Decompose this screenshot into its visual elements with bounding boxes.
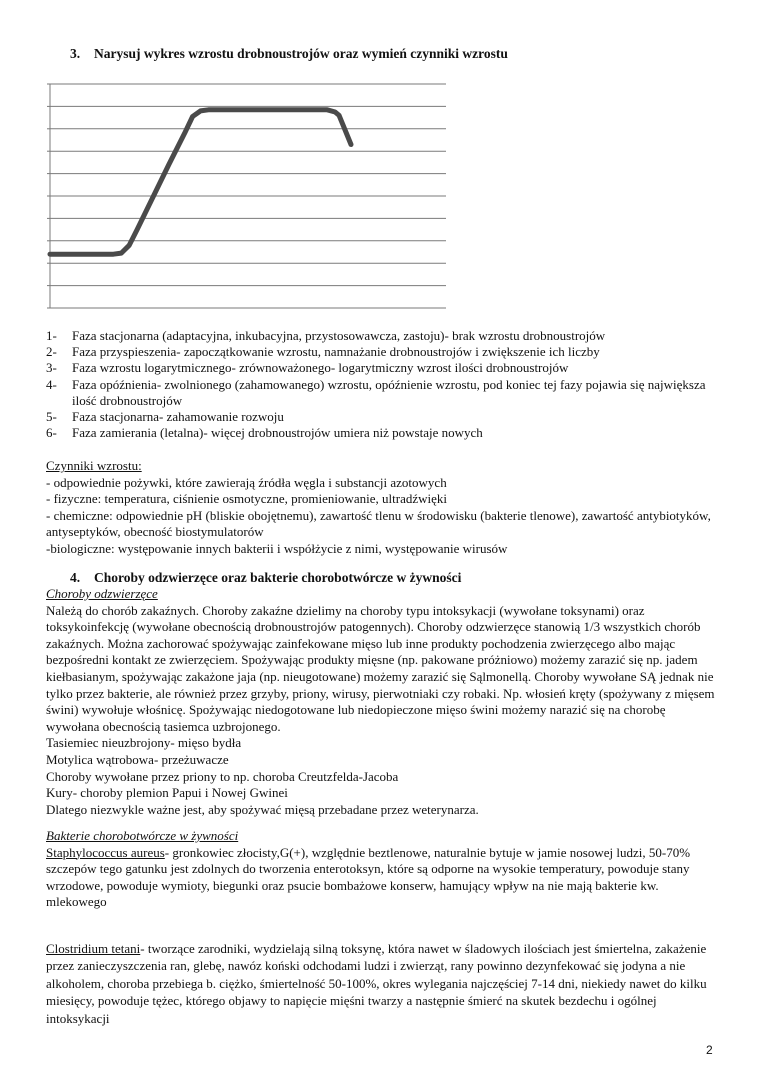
staph-text: - gronkowiec złocisty,G(+), względnie beztlenowe, naturalnie bytuje w jamie nosowej ludzi, 50-70% szczepów tego gatunku jest zdolnych do tworzenia enterotoksyn, które są odporne na wysokie temperatury, powoduje stany wrzodowe, powoduje wymioty, biegunki oraz psucie bombażowe konserw, hamujący wpływ na nie mają bakterie kw. mlekowego <box>46 844 691 910</box>
phase-number: 1- <box>46 328 57 343</box>
section-3-title: Narysuj wykres wzrostu drobnoustrojów oraz wymień czynniki wzrostu <box>94 46 508 61</box>
phase-item <box>46 377 726 409</box>
phase-number: 6- <box>46 425 57 441</box>
phase-item <box>46 425 726 441</box>
phase-list <box>46 328 726 441</box>
factors-list <box>46 475 718 558</box>
phase-text: Faza wzrostu logarytmicznego- zrównoważonego- logarytmiczny wzrost ilości drobnoustrojów <box>72 360 569 376</box>
phase-text: Faza stacjonarna- zahamowanie rozwoju <box>72 409 284 425</box>
bacteria-section <box>46 828 718 911</box>
zoonoses-subheading: Choroby odzwierzęce <box>46 586 158 601</box>
phase-item <box>46 328 726 344</box>
clostridium-section <box>46 940 718 1027</box>
factor-item: - odpowiednie pożywki, które zawierają źródła węgla i substancji azotowych <box>46 474 447 490</box>
phase-item <box>46 344 726 360</box>
factor-item: - chemiczne: odpowiednie pH (bliskie obojętnemu), zawartość tlenu w środowisku (bakterie tlenowe), zawartość antybiotyków, antyseptyków, obecność biostymulatorów <box>46 507 711 540</box>
phase-text: Faza opóźnienia- zwolnionego (zahamowanego) wzrostu, opóźnienie wzrostu, pod koniec tej fazy pojawia się największa ilość drobnoustrojów <box>72 376 706 408</box>
section-3-heading <box>70 46 508 62</box>
phase-number: 5- <box>46 409 57 425</box>
section-4-title: Choroby odzwierzęce oraz bakterie chorobotwórcze w żywności <box>94 570 462 585</box>
phase-text: Faza zamierania (letalna)- więcej drobnoustrojów umiera niż powstaje nowych <box>72 425 483 441</box>
section-4-number: 4. <box>70 570 81 585</box>
phase-number: 3- <box>46 360 57 376</box>
factor-item: -biologiczne: występowanie innych bakterii i współżycie z nimi, występowanie wirusów <box>46 540 508 556</box>
growth-chart <box>44 80 450 312</box>
phase-item <box>46 360 726 376</box>
zoonoses-paragraph: Należą do chorób zakaźnych. Choroby zakaźne dzielimy na choroby typu intoksykacji (wywołane toksynami) oraz toksykoinfekcję (wywołane obecnością drobnoustrojów patogennych). Choroby odzwierzęce stanowią 1/3 wszystkich chorób zakaźnych. Można zachorować spożywając zainfekowane mięso lub inne produkty pochodzenia zwierzęcego albo mając bezpośredni kontakt ze zwierzęciem. Spożywając produkty mięsne (np. pakowane próżniowo) możemy zarazić się np. jadem kiełbasianym, spożywając zakażone jaja (np. nieugotowane) możemy zarazić się Sąlmonellą. Choroby wywołane SĄ jednak nie tylko przez bakterie, ale również przez grzyby, priony, wirusy, pierwotniaki czy robaki. Np. włosień kręty (spożywany z mięsem świni) wywołuje włośnicę. Spożywając niedogotowane lub niedopieczone mięso świni możemy narazić się na chorobę wywołana obecnością tasiemca uzbrojonego. <box>46 602 715 734</box>
clostridium-name: Clostridium tetani <box>46 941 141 956</box>
factor-item: - fizyczne: temperatura, ciśnienie osmotyczne, promieniowanie, ultradźwięki <box>46 491 448 507</box>
zoonoses-line: Kury- choroby plemion Papui i Nowej Gwinei <box>46 785 288 801</box>
factors-heading: Czynniki wzrostu: <box>46 458 142 473</box>
growth-factors <box>46 458 718 558</box>
phase-number: 4- <box>46 376 57 392</box>
zoonoses-section <box>46 586 718 818</box>
phase-item <box>46 409 726 425</box>
staph-paragraph <box>46 845 718 911</box>
zoonoses-line: Choroby wywołane przez priony to np. choroba Creutzfelda-Jacoba <box>46 768 399 784</box>
section-4-heading <box>70 570 461 586</box>
phase-text: Faza stacjonarna (adaptacyjna, inkubacyjna, przystosowawcza, zastoju)- brak wzrostu drobnoustrojów <box>72 328 606 343</box>
phase-number: 2- <box>46 344 57 360</box>
staph-name: Staphylococcus aureus <box>46 844 165 860</box>
zoonoses-line: Tasiemiec nieuzbrojony- mięso bydła <box>46 735 242 751</box>
growth-curve-line <box>50 110 351 254</box>
clostridium-text: - tworzące zarodniki, wydzielają silną toksynę, która nawet w śladowych ilościach jest śmiertelna, zakażenie przez zanieczyszczenia ran, glebę, nawóz koński odchodami ludzi i zwierząt, rany powinno dezynfekować się jodyna a nie alkoholem, choroba przebiega b. ciężko, śmiertelność 50-100%, okres wylegania najczęściej 7-14 dni, niekiedy nawet do kilku miesięcy, powoduje tężec, którego objawy to napięcie mięśni twarzy a następnie śmierć na skutek bezdechu i ogólnej intoksykacji <box>46 941 707 1026</box>
clostridium-paragraph <box>46 940 718 1027</box>
zoonoses-lines <box>46 735 718 818</box>
phase-text: Faza przyspieszenia- zapoczątkowanie wzrostu, namnażanie drobnoustrojów i zwiększenie ich liczby <box>72 344 600 360</box>
zoonoses-line: Dlatego niezwykle ważne jest, aby spożywać mięsą przebadane przez weterynarza. <box>46 801 479 817</box>
section-3-number: 3. <box>70 46 81 61</box>
page-number: 2 <box>706 1043 713 1057</box>
bacteria-subheading: Bakterie chorobotwórcze w żywności <box>46 828 239 843</box>
zoonoses-line: Motylica wątrobowa- przeżuwacze <box>46 751 229 767</box>
